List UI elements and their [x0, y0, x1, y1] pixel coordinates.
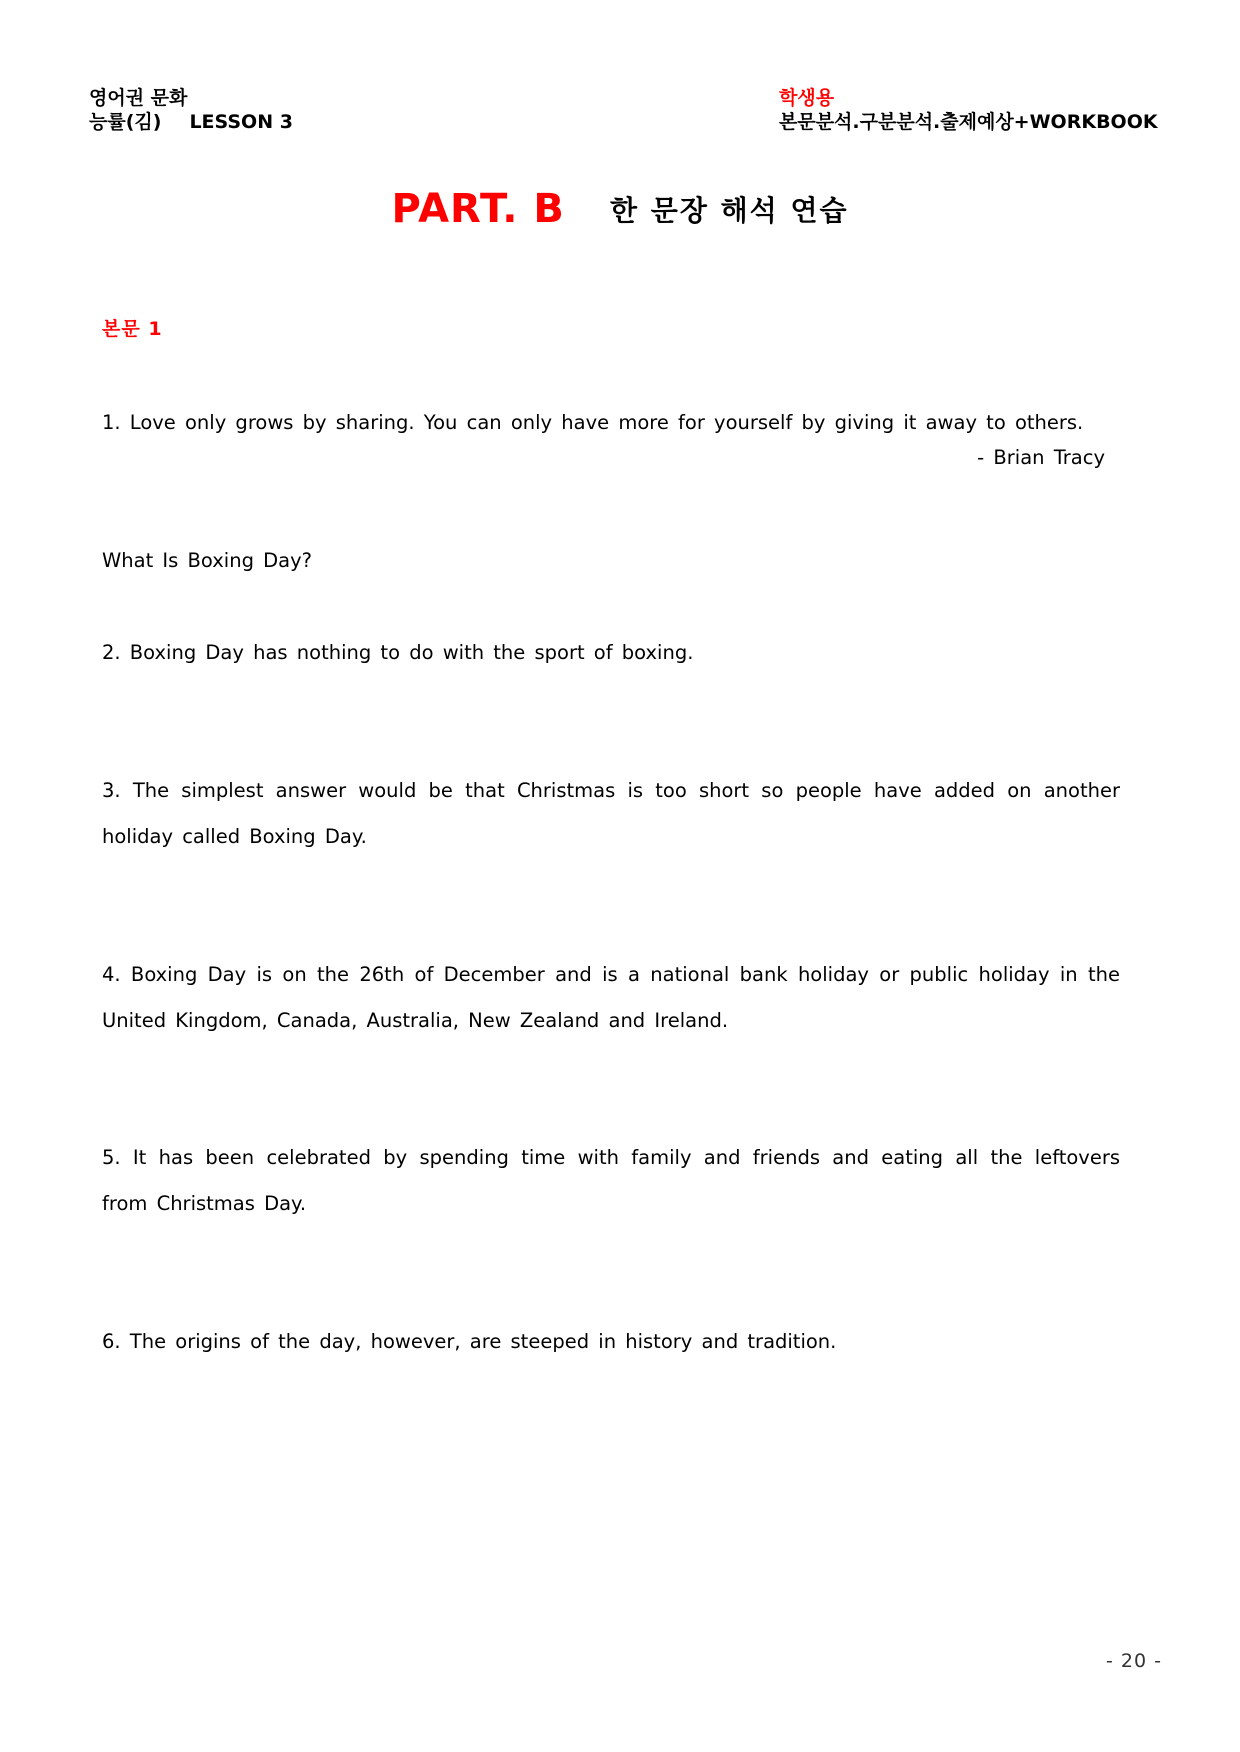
quote-author: - Brian Tracy	[977, 446, 1105, 469]
passage-heading: What Is Boxing Day?	[102, 549, 312, 572]
header-right	[779, 86, 1158, 134]
part-subtitle: 한 문장 해석 연습	[609, 194, 849, 227]
page-title	[0, 186, 1240, 232]
material-description: 본문분석.구분분석.출제예상+WORKBOOK	[779, 111, 1158, 133]
sentence-4: 4. Boxing Day is on the 26th of December and is a national bank holiday or public holiday in the United Kingdom, Canada, Australia, New Zealand and Ireland.	[102, 963, 1120, 1032]
sentence-6: 6. The origins of the day, however, are steeped in history and tradition.	[102, 1330, 837, 1353]
lesson-line	[89, 110, 293, 134]
publisher-label: 능률(김)	[89, 111, 162, 133]
course-title: 영어권 문화	[89, 87, 188, 109]
audience-tag: 학생용	[779, 87, 835, 109]
section-label: 본문 1	[102, 318, 163, 340]
sentence-2: 2. Boxing Day has nothing to do with the sport of boxing.	[102, 641, 694, 664]
header-left	[89, 86, 293, 134]
part-label: PART. B	[391, 186, 565, 232]
sentence-5: 5. It has been celebrated by spending time with family and friends and eating all the leftovers from Christmas Day.	[102, 1146, 1120, 1215]
sentence-3: 3. The simplest answer would be that Christmas is too short so people have added on another holiday called Boxing Day.	[102, 779, 1120, 848]
page-number: - 20 -	[1106, 1650, 1162, 1672]
lesson-label: LESSON 3	[189, 111, 293, 133]
quote-sentence: 1. Love only grows by sharing. You can only have more for yourself by giving it away to others.	[102, 411, 1084, 434]
